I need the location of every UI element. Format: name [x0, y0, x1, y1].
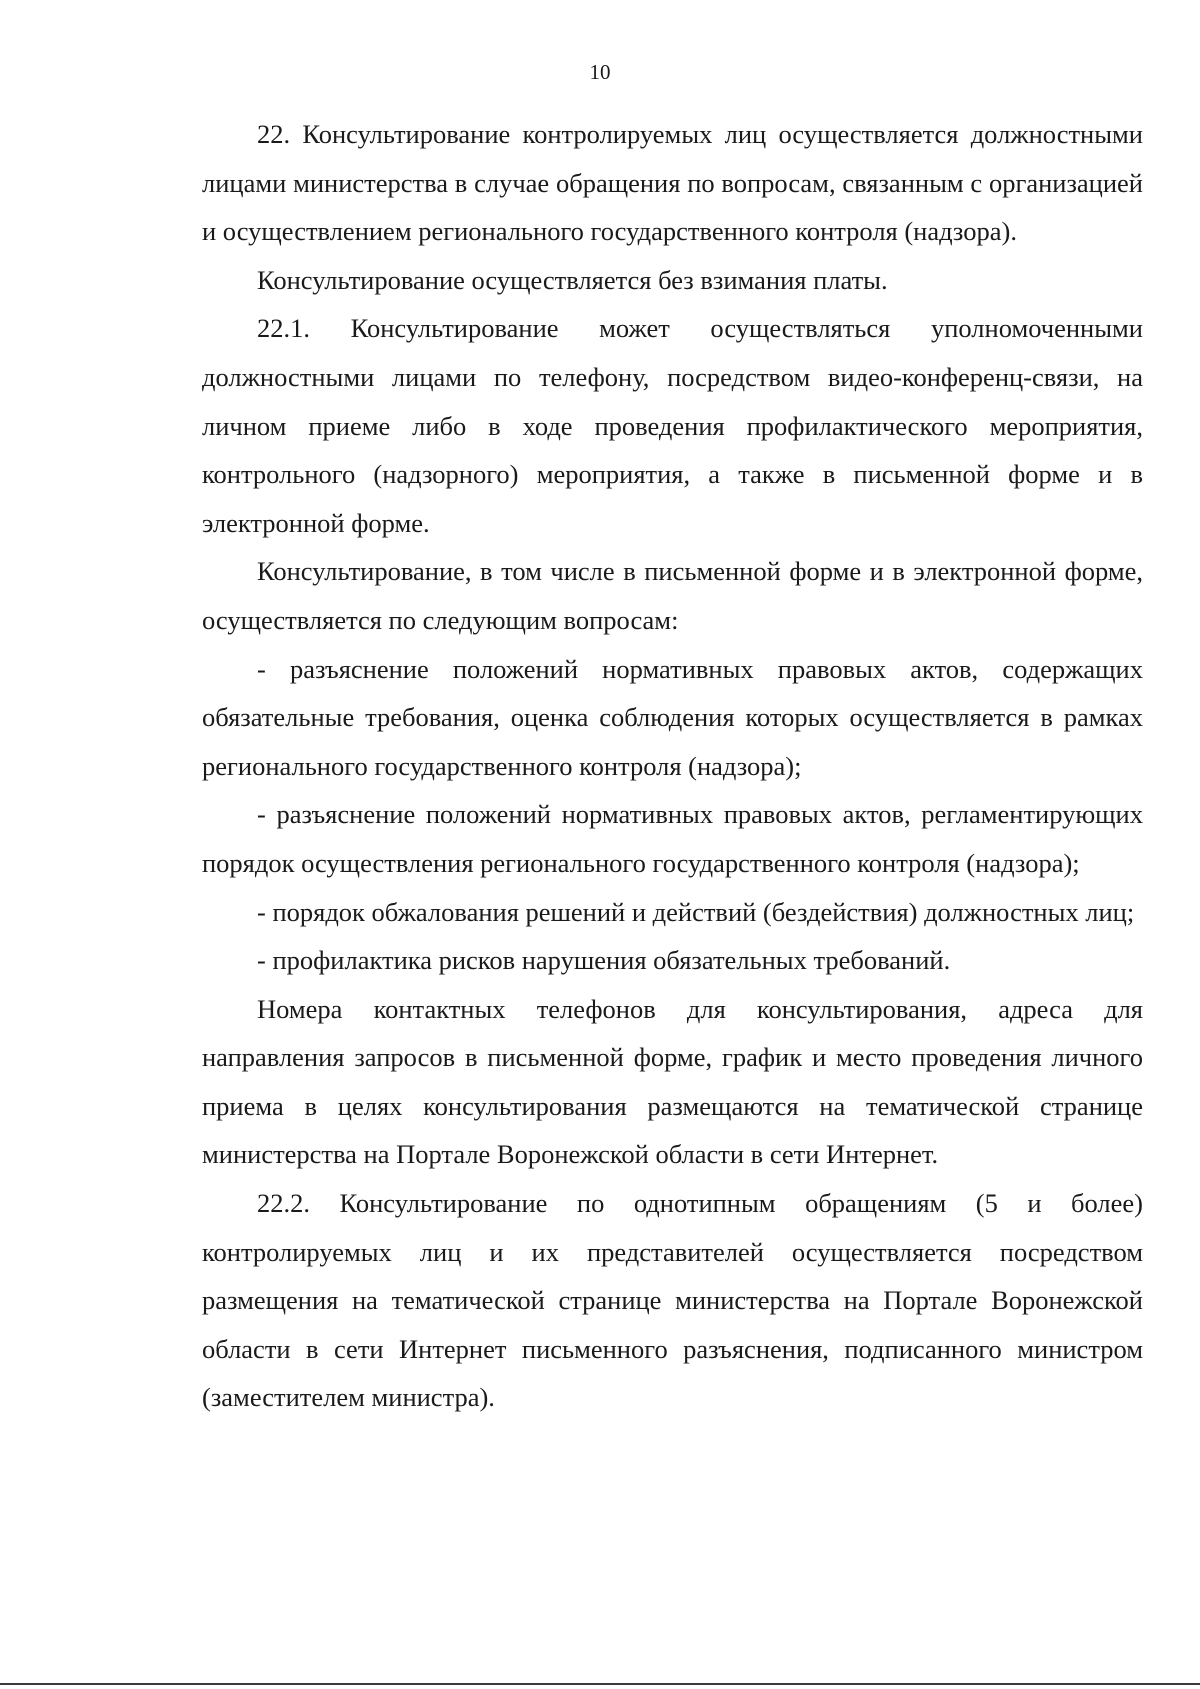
list-item-risk-prevention: - профилактика рисков нарушения обязательных требований. — [257, 945, 951, 976]
paragraph-consultation-topics: Консультирование, в том числе в письменной форме и в электронной форме, осуществляется по следующим вопросам: — [202, 556, 1143, 635]
paragraph-22: 22. Консультирование контролируемых лиц осуществляется должностными лицами министерства в случае обращения по вопросам, связанным с организацией и осуществлением регионального государственного контроля (надзора). — [202, 119, 1143, 247]
bottom-divider — [0, 1683, 1200, 1685]
paragraph-22-1: 22.1. Консультирование может осуществляться уполномоченными должностными лицами по телефону, посредством видео-конференц-связи, на личном приеме либо в ходе проведения профилактического мероприятия, контрольного (надзорного) мероприятия, а также в письменной форме и в электронной форме. — [202, 313, 1143, 538]
paragraph-22-2: 22.2. Консультирование по однотипным обращениям (5 и более) контролируемых лиц и их представителей осуществляется посредством размещения на тематической странице министерства на Портале Воронежской области в сети Интернет письменного разъяснения, подписанного министром (заместителем министра). — [202, 1188, 1143, 1413]
list-item-requirements: - разъяснение положений нормативных правовых актов, содержащих обязательные требования, оценка соблюдения которых осуществляется в рамках регионального государственного контроля (надзора); — [202, 653, 1143, 781]
list-item-appeal: - порядок обжалования решений и действий (бездействия) должностных лиц; — [257, 896, 1135, 927]
document-body — [202, 110, 1143, 1422]
paragraph-contacts: Номера контактных телефонов для консультирования, адреса для направления запросов в письменной форме, график и место проведения личного приема в целях консультирования размещаются на тематической странице министерства на Портале Воронежской области в сети Интернет. — [202, 993, 1143, 1170]
page-number: 10 — [589, 60, 611, 84]
list-item-procedure: - разъяснение положений нормативных правовых актов, регламентирующих порядок осуществления регионального государственного контроля (надзора); — [202, 799, 1143, 878]
paragraph-free-of-charge: Консультирование осуществляется без взимания платы. — [257, 264, 888, 295]
